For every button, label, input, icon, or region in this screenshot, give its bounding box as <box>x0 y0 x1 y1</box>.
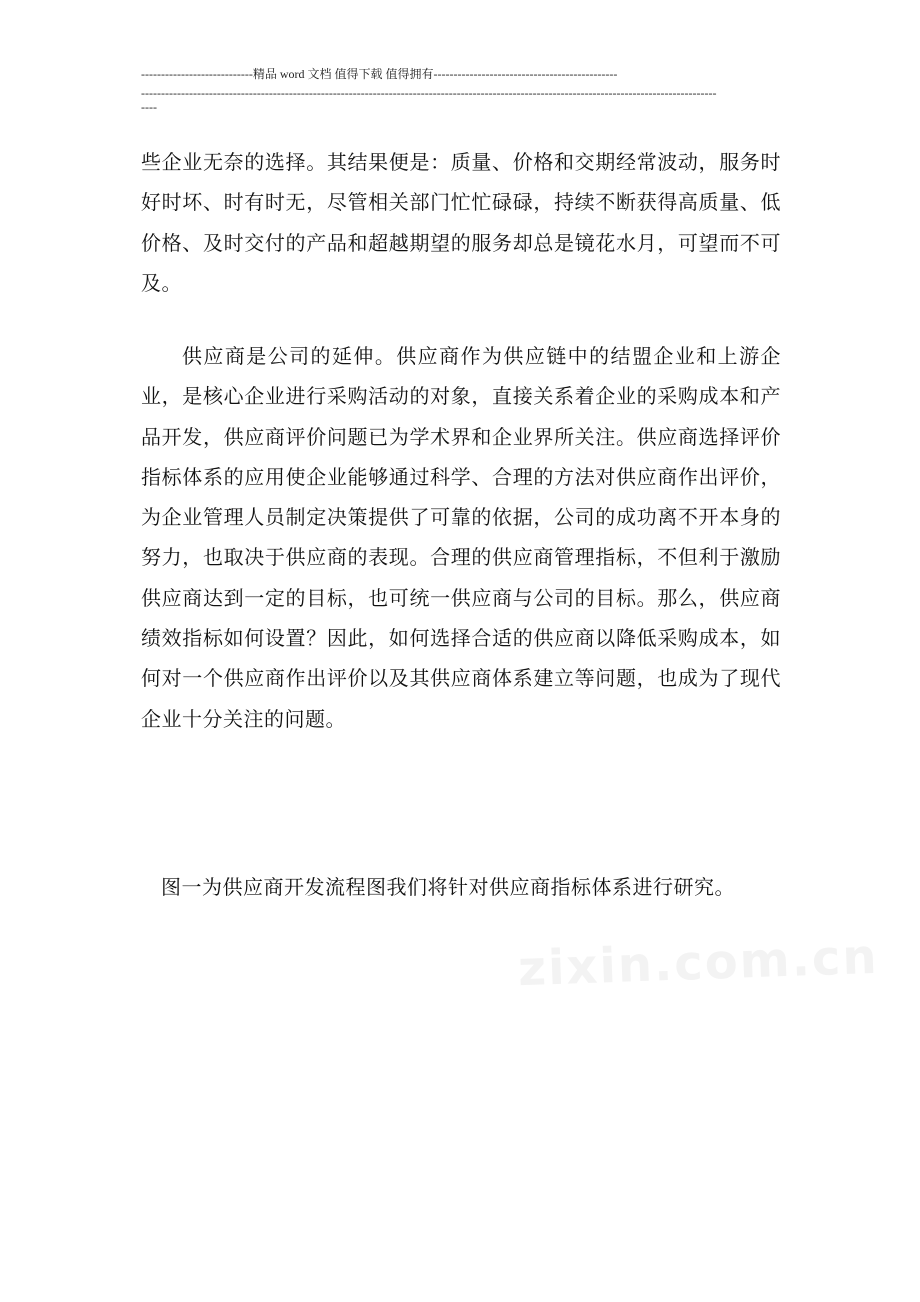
paragraph-figure-reference: 图一为供应商开发流程图我们将针对供应商指标体系进行研究。 <box>161 875 735 899</box>
document-header-rule-tail: ---- <box>141 100 157 114</box>
site-watermark: zixin.com.cn <box>517 928 880 998</box>
document-header-rule: ------------------------------------------------------------------------------------------------------------------------------------------------ <box>141 86 717 100</box>
paragraph-supplier-issues: 些企业无奈的选择。其结果便是：质量、价格和交期经常波动，服务时好时坏、时有时无，尽管相关部门忙忙碌碌，持续不断获得高质量、低价格、及时交付的产品和超越期望的服务却总是镜花水月，可望而不可及。 <box>141 150 781 295</box>
paragraph-supplier-extension: 供应商是公司的延伸。供应商作为供应链中的结盟企业和上游企业，是核心企业进行采购活动的对象，直接关系着企业的采购成本和产品开发，供应商评价问题已为学术界和企业界所关注。供应商选择评价指标体系的应用使企业能够通过科学、合理的方法对供应商作出评价，为企业管理人员制定决策提供了可靠的依据，公司的成功离不开本身的努力，也取决于供应商的表现。合理的供应商管理指标，不但利于激励供应商达到一定的目标，也可统一供应商与公司的目标。那么，供应商绩效指标如何设置？因此，如何选择合适的供应商以降低采购成本，如何对一个供应商作出评价以及其供应商体系建立等问题，也成为了现代企业十分关注的问题。 <box>141 344 781 731</box>
document-header-banner: ----------------------------精品 word 文档 值得下载 值得拥有---------------------------------------------- <box>141 67 618 81</box>
